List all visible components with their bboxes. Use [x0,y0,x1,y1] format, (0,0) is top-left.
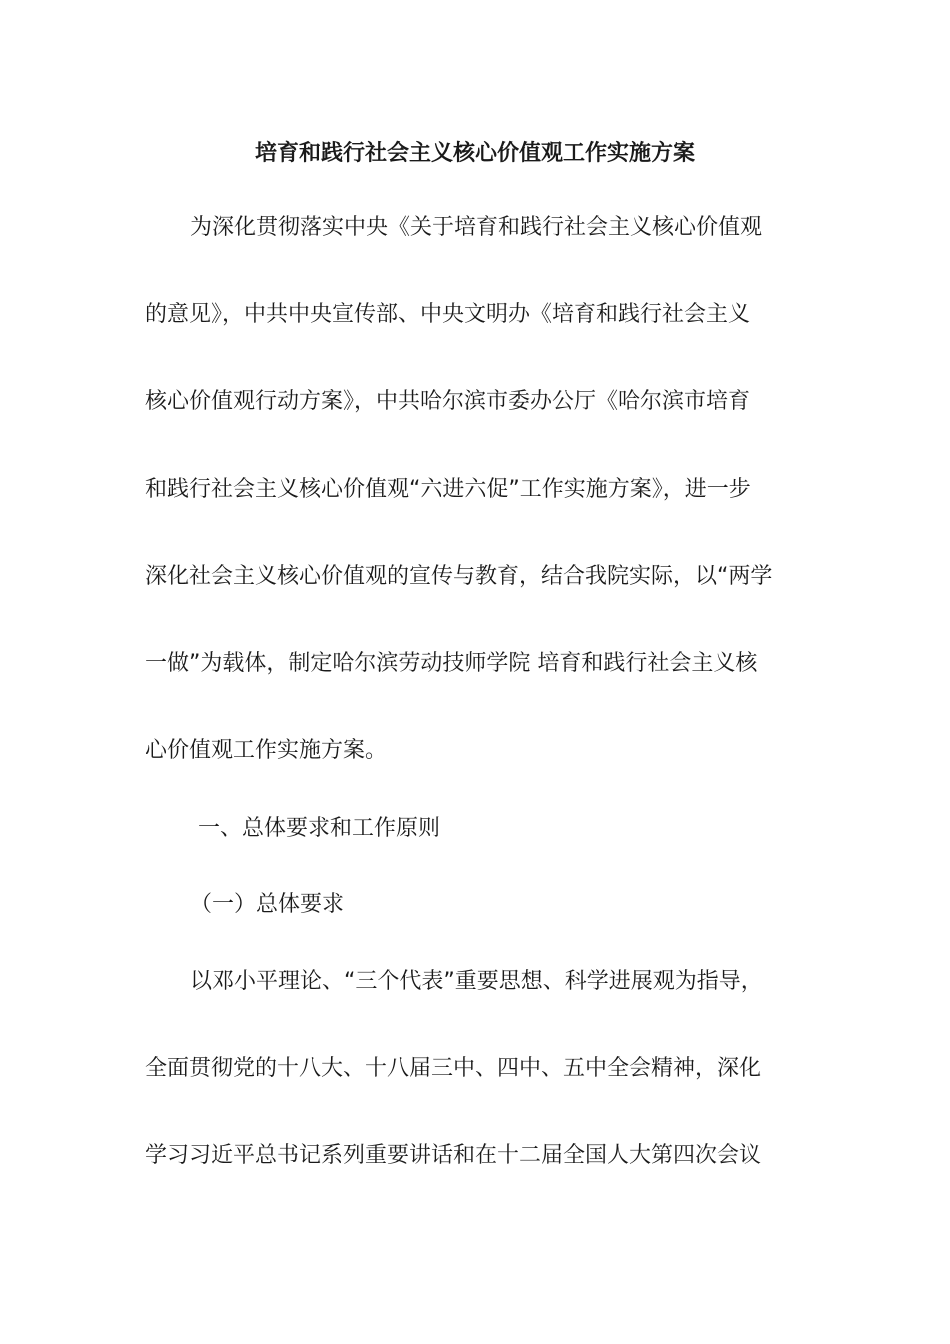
paragraph-line: 和践行社会主义核心价值观“六进六促”工作实施方案》，进一步 [145,477,751,502]
paragraph-line: 核心价值观行动方案》，中共哈尔滨市委办公厅《哈尔滨市培育 [145,389,751,414]
subsection-heading: （一）总体要求 [190,892,345,917]
paragraph-line: 以邓小平理论、“三个代表”重要思想、科学进展观为指导， [190,969,763,994]
paragraph-line: 为深化贯彻落实中央《关于培育和践行社会主义核心价值观 [190,215,763,240]
paragraph-line: 的意见》，中共中央宣传部、中央文明办《培育和践行社会主义 [145,302,751,327]
paragraph-line: 一做”为载体，制定哈尔滨劳动技师学院 培育和践行社会主义核 [145,651,758,676]
paragraph-line: 心价值观工作实施方案。 [145,738,388,763]
paragraph-line: 学习习近平总书记系列重要讲话和在十二届全国人大第四次会议 [145,1143,762,1168]
paragraph-line: 深化社会主义核心价值观的宣传与教育，结合我院实际，以“两学 [145,564,773,589]
section-heading: 一、总体要求和工作原则 [198,816,441,841]
paragraph-line: 全面贯彻党的十八大、十八届三中、四中、五中全会精神，深化 [145,1056,762,1081]
document-title: 培育和践行社会主义核心价值观工作实施方案 [254,141,695,166]
